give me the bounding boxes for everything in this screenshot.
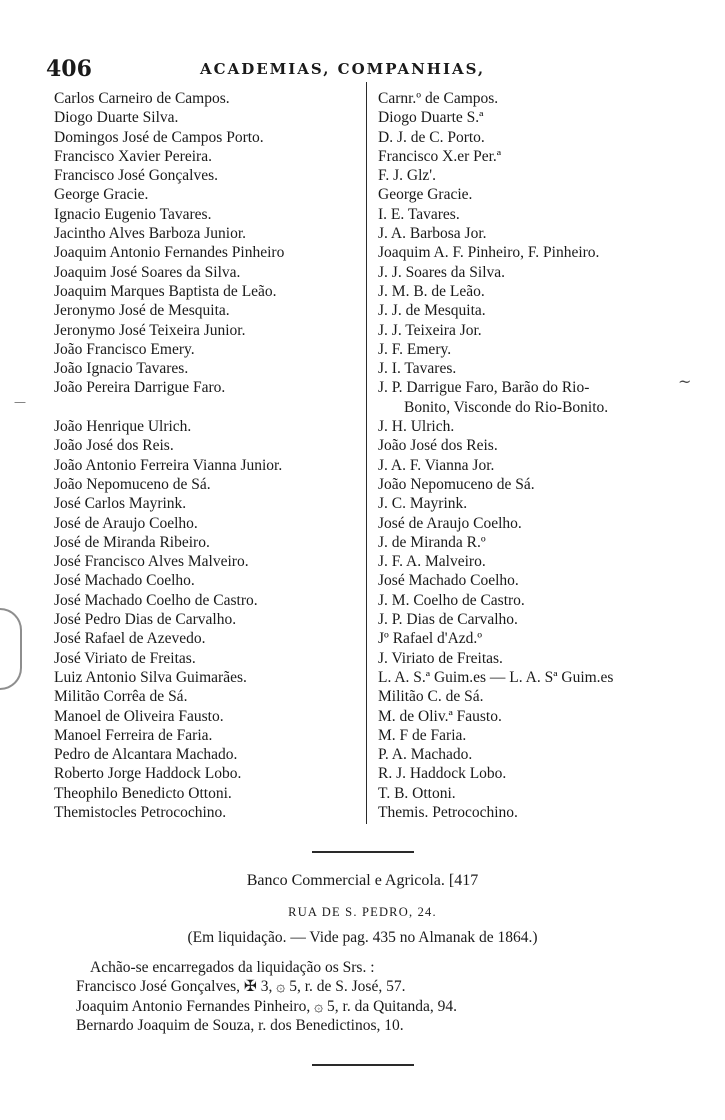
full-name: João Nepomuceno de Sá. — [54, 475, 211, 493]
signature-form: M. F de Faria. — [378, 726, 467, 744]
full-name: George Gracie. — [54, 186, 149, 204]
full-name: Roberto Jorge Haddock Lobo. — [54, 765, 242, 783]
full-name: Luiz Antonio Silva Guimarães. — [54, 668, 247, 686]
blank-line — [54, 398, 284, 417]
signature-form-continued: Bonito, Visconde do Rio-Bonito. — [404, 398, 609, 416]
full-name: Joaquim Marques Baptista de Leão. — [54, 282, 277, 300]
full-name: Manoel Ferreira de Faria. — [54, 726, 213, 744]
full-name: Jeronymo José de Mesquita. — [54, 302, 230, 320]
section-divider — [312, 851, 414, 853]
signature-form: L. A. S.ª Guim.es — L. A. Sª Guim.es — [378, 668, 614, 686]
signature-form: João José dos Reis. — [378, 437, 498, 455]
full-name: Diogo Duarte Silva. — [54, 109, 179, 127]
full-name: João Francisco Emery. — [54, 340, 195, 358]
signature-form: J. J. Soares da Silva. — [378, 263, 506, 281]
full-name: Militão Corrêa de Sá. — [54, 688, 188, 706]
signature-form: F. J. Glz'. — [378, 167, 436, 185]
signature-form: José de Araujo Coelho. — [378, 514, 522, 532]
full-name: José Rafael de Azevedo. — [54, 630, 206, 648]
bank-heading: Banco Commercial e Agricola. [417 — [246, 872, 479, 889]
full-name: Ignacio Eugenio Tavares. — [54, 205, 212, 223]
signature-form: J. A. Barbosa Jor. — [378, 225, 487, 243]
full-name: Francisco Xavier Pereira. — [54, 147, 212, 165]
full-name: João Ignacio Tavares. — [54, 360, 189, 378]
running-head: ACADEMIAS, COMPANHIAS, — [200, 60, 486, 78]
liquidators-block — [76, 958, 457, 1035]
bank-note: (Em liquidação. — Vide pag. 435 no Almanak de 1864.) — [187, 929, 538, 946]
signature-form: P. A. Machado. — [378, 746, 473, 764]
signature-form: João Nepomuceno de Sá. — [378, 475, 535, 493]
full-name: Themistocles Petrocochino. — [54, 803, 227, 821]
signature-form: Carnr.º de Campos. — [378, 90, 499, 107]
full-name: José Viriato de Freitas. — [54, 649, 196, 667]
liquidator-entry: Bernardo Joaquim de Souza, r. dos Benedictinos, 10. — [76, 1016, 404, 1034]
signature-form: Jº Rafael d'Azd.º — [378, 630, 483, 648]
signature-form: Francisco X.er Per.ª — [378, 147, 502, 165]
edge-stamp-fragment — [0, 608, 22, 690]
full-name: Manoel de Oliveira Fausto. — [54, 707, 224, 725]
signature-form: T. B. Ottoni. — [378, 784, 456, 802]
full-name: José de Araujo Coelho. — [54, 514, 198, 532]
signatures-column — [378, 89, 613, 822]
signature-form: George Gracie. — [378, 186, 473, 204]
signature-form: J. P. Dias de Carvalho. — [378, 611, 518, 629]
full-name: João Henrique Ulrich. — [54, 418, 192, 436]
signature-form: M. de Oliv.ª Fausto. — [378, 707, 502, 725]
margin-mark: ~ — [678, 372, 692, 391]
signature-form: J. C. Mayrink. — [378, 495, 468, 513]
signature-form: J. H. Ulrich. — [378, 418, 455, 436]
full-name: Carlos Carneiro de Campos. — [54, 90, 230, 107]
column-divider — [366, 82, 367, 824]
full-name: Jeronymo José Teixeira Junior. — [54, 321, 246, 339]
signature-form: J. I. Tavares. — [378, 360, 457, 378]
full-name: José Pedro Dias de Carvalho. — [54, 611, 237, 629]
full-name: Joaquim José Soares da Silva. — [54, 263, 241, 281]
full-name: José Machado Coelho de Castro. — [54, 591, 258, 609]
full-name: Domingos José de Campos Porto. — [54, 128, 264, 146]
signature-form: J. J. Teixeira Jor. — [378, 321, 482, 339]
signature-form: J. A. F. Vianna Jor. — [378, 456, 495, 474]
signature-form: J. F. Emery. — [378, 340, 452, 358]
signature-form: J. M. Coelho de Castro. — [378, 591, 525, 609]
full-names-column — [54, 89, 284, 822]
signature-form: D. J. de C. Porto. — [378, 128, 485, 146]
full-name: José de Miranda Ribeiro. — [54, 533, 210, 551]
signature-form: Joaquim A. F. Pinheiro, F. Pinheiro. — [378, 244, 600, 262]
full-name: Pedro de Alcantara Machado. — [54, 746, 238, 764]
signature-form: Militão C. de Sá. — [378, 688, 484, 706]
signature-form: J. J. de Mesquita. — [378, 302, 486, 320]
bank-street: RUA DE S. PEDRO, 24. — [288, 905, 437, 919]
signature-form: J. M. B. de Leão. — [378, 282, 485, 300]
signature-form: J. Viriato de Freitas. — [378, 649, 503, 667]
liquidator-entry: Francisco José Gonçalves, ✠ 3, ۞ 5, r. de S. José, 57. — [76, 978, 406, 996]
full-name: Joaquim Antonio Fernandes Pinheiro — [54, 244, 285, 262]
page-number: 406 — [46, 56, 92, 82]
full-name: José Carlos Mayrink. — [54, 495, 187, 513]
full-name: Francisco José Gonçalves. — [54, 167, 218, 185]
signature-form: R. J. Haddock Lobo. — [378, 765, 507, 783]
section-divider-bottom — [312, 1064, 414, 1066]
signature-form: Diogo Duarte S.ª — [378, 109, 484, 127]
full-name: João Antonio Ferreira Vianna Junior. — [54, 456, 283, 474]
signature-form: I. E. Tavares. — [378, 205, 460, 223]
signature-form: Themis. Petrocochino. — [378, 803, 518, 821]
signature-form: José Machado Coelho. — [378, 572, 519, 590]
full-name: João José dos Reis. — [54, 437, 174, 455]
margin-tick: — — [14, 395, 26, 409]
liquidator-entry: Joaquim Antonio Fernandes Pinheiro, ۞ 5, r. da Quitanda, 94. — [76, 997, 458, 1015]
full-name: José Francisco Alves Malveiro. — [54, 553, 249, 571]
liquidators-intro: Achão-se encarregados da liquidação os Srs. : — [90, 959, 375, 976]
full-name: José Machado Coelho. — [54, 572, 195, 590]
full-name: Jacintho Alves Barboza Junior. — [54, 225, 246, 243]
full-name: Theophilo Benedicto Ottoni. — [54, 784, 232, 802]
signature-form: J. P. Darrigue Faro, Barão do Rio- — [378, 379, 590, 397]
signature-form: J. de Miranda R.º — [378, 533, 486, 551]
signature-form: J. F. A. Malveiro. — [378, 553, 486, 571]
full-name: João Pereira Darrigue Faro. — [54, 379, 226, 397]
